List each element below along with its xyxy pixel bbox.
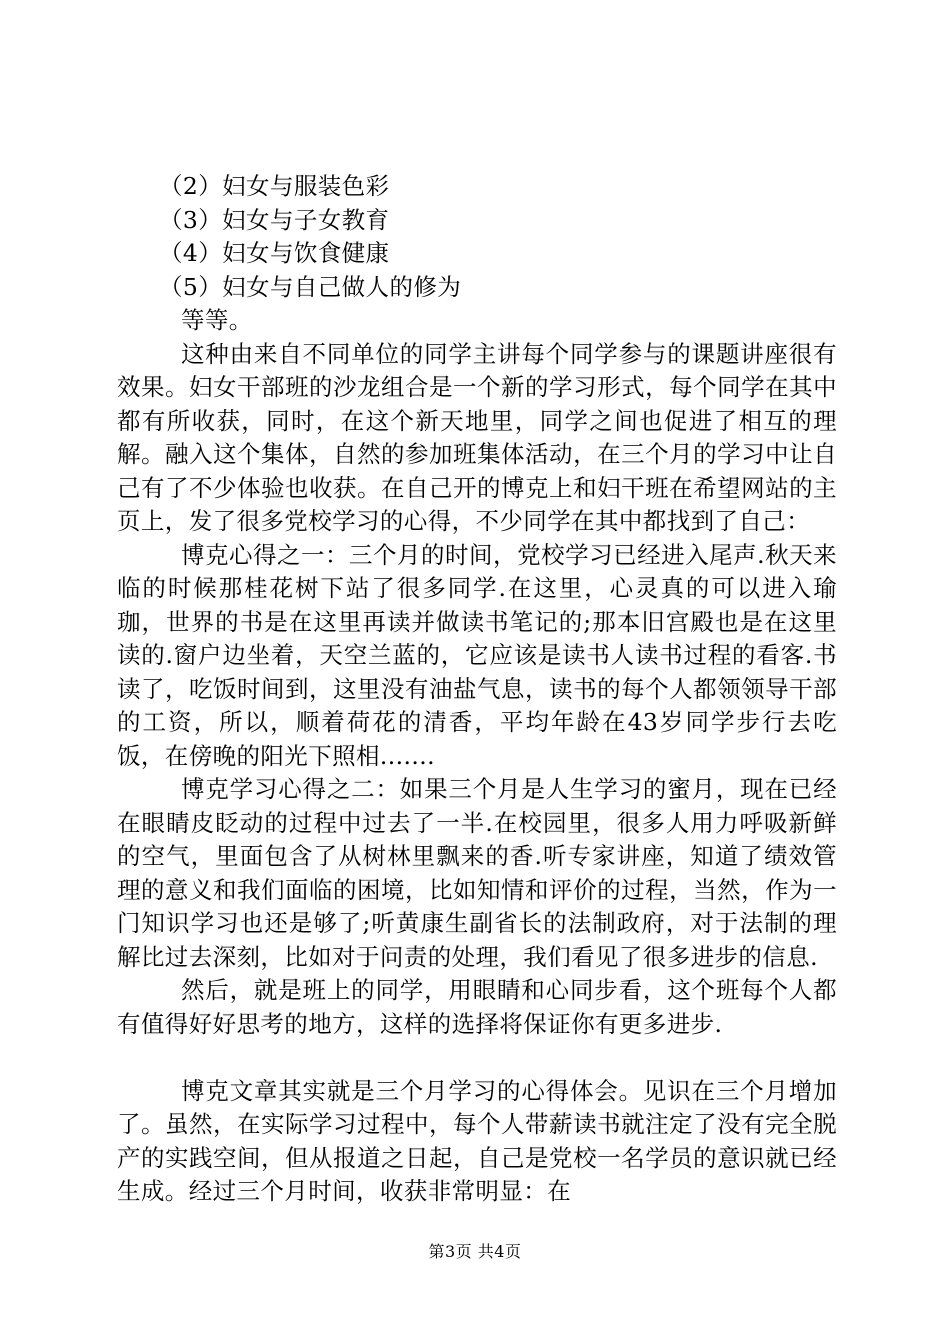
- paragraph-blog-note-1: 博克心得之一：三个月的时间，党校学习已经进入尾声.秋天来临的时候那桂花树下站了很多同学.在这里，心灵真的可以进入瑜珈，世界的书是在这里再读并做读书笔记的;那本旧宫殿也是在这里读的.窗户边坐着，天空兰蓝的，它应该是读书人读书过程的看客.书读了，吃饭时间到，这里没有油盐气息，读书的每个人都领领导干部的工资，所以，顺着荷花的清香，平均年龄在43岁同学步行去吃饭，在傍晚的阳光下照相.......: [117, 540, 837, 770]
- list-item-5: （5）妇女与自己做人的修为: [159, 272, 462, 301]
- paragraph-spacer: [117, 1041, 837, 1075]
- paragraph-blog-note-2: 博克学习心得之二：如果三个月是人生学习的蜜月，现在已经在眼睛皮眨动的过程中过去了一半.在校园里，很多人用力呼吸新鲜的空气，里面包含了从树林里飘来的香.听专家讲座，知道了绩效管理的意义和我们面临的困境，比如知情和评价的过程，当然，作为一门知识学习也还是够了;听黄康生副省长的法制政府，对于法制的理解比过去深刻，比如对于问责的处理，我们看见了很多进步的信息.: [117, 775, 837, 971]
- document-body: [117, 170, 837, 1209]
- paragraph-summary: 博克文章其实就是三个月学习的心得体会。见识在三个月增加了。虽然，在实际学习过程中，每个人带薪读书就注定了没有完全脱产的实践空间，但从报道之日起，自己是党校一名学员的意识就已经生成。经过三个月时间，收获非常明显：在: [117, 1076, 837, 1205]
- paragraph-salon-lectures: 这种由来自不同单位的同学主讲每个同学参与的课题讲座很有效果。妇女干部班的沙龙组合是一个新的学习形式，每个同学在其中都有所收获，同时，在这个新天地里，同学之间也促进了相互的理解。融入这个集体，自然的参加班集体活动，在三个月的学习中让自己有了不少体验也收获。在自己开的博克上和妇干班在希望网站的主页上，发了很多党校学习的心得，不少同学在其中都找到了自己：: [117, 339, 837, 535]
- etc-line: 等等。: [181, 306, 253, 334]
- list-item-4: （4）妇女与饮食健康: [159, 239, 390, 267]
- paragraph-classmates: 然后，就是班上的同学，用眼睛和心同步看，这个班每个人都有值得好好思考的地方，这样的选择将保证你有更多进步.: [117, 976, 837, 1038]
- list-item-2: （2）妇女与服装色彩: [159, 172, 390, 200]
- page-footer: 第3页 共4页: [428, 1242, 522, 1261]
- list-item-3: （3）妇女与子女教育: [159, 205, 390, 234]
